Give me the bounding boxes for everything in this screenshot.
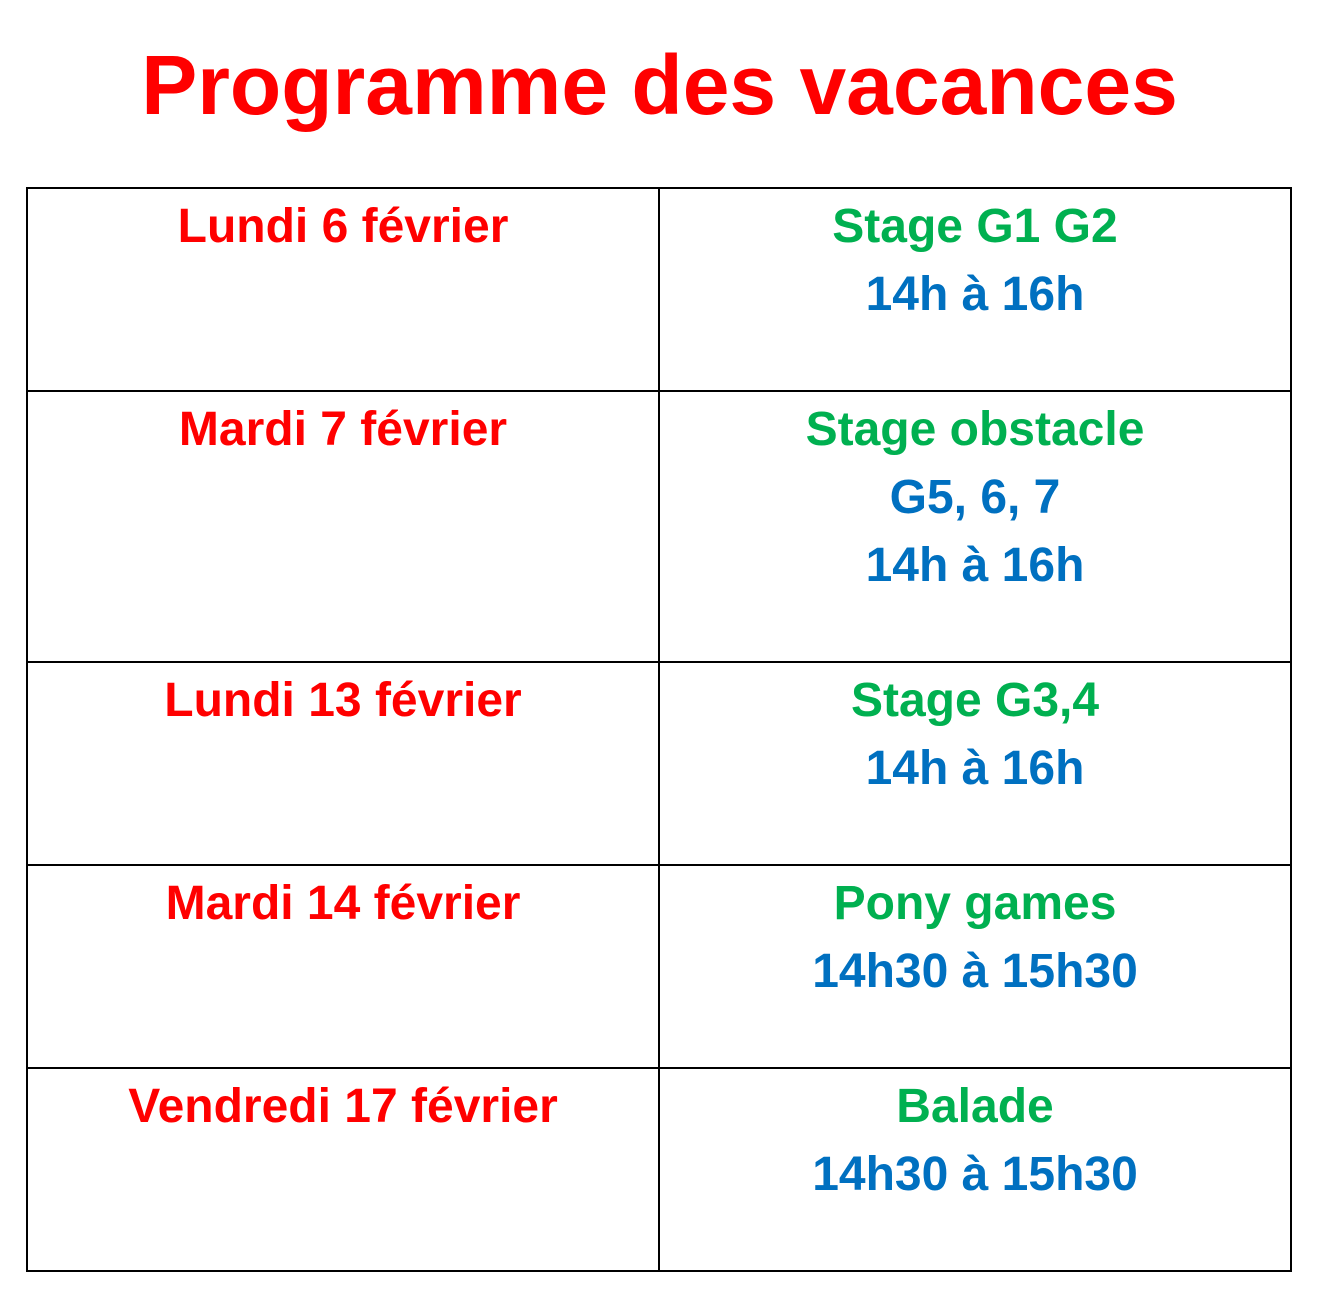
table-row (27, 865, 1291, 1068)
day-label: Lundi 13 février (164, 674, 522, 727)
schedule-table (26, 187, 1292, 1272)
table-row (27, 1068, 1291, 1271)
table-row (27, 662, 1291, 865)
day-label: Mardi 14 février (165, 877, 521, 930)
activity-time: 14h30 à 15h30 (812, 1148, 1138, 1201)
activity-name: Balade (896, 1080, 1054, 1133)
activity-name: Stage G1 G2 (832, 200, 1118, 253)
activity-time: 14h30 à 15h30 (812, 945, 1138, 998)
activity-cell (659, 188, 1291, 391)
activity-cell (659, 865, 1291, 1068)
activity-cell (659, 391, 1291, 662)
activity-cell (659, 1068, 1291, 1271)
activity-name: Stage obstacle (805, 403, 1145, 456)
activity-time: 14h à 16h (865, 742, 1085, 795)
table-row (27, 391, 1291, 662)
day-cell (27, 188, 659, 391)
page-title: Programme des vacances (141, 38, 1178, 132)
day-cell (27, 391, 659, 662)
day-cell (27, 865, 659, 1068)
day-label: Mardi 7 février (178, 403, 508, 456)
day-cell (27, 1068, 659, 1271)
activity-name: Stage G3,4 (850, 674, 1100, 727)
activity-time: 14h à 16h (865, 539, 1085, 592)
activity-time: 14h à 16h (865, 268, 1085, 321)
day-cell (27, 662, 659, 865)
day-label: Lundi 6 février (177, 200, 509, 253)
activity-cell (659, 662, 1291, 865)
activity-name: Pony games (833, 877, 1117, 930)
day-label: Vendredi 17 février (128, 1080, 558, 1133)
activity-groups: G5, 6, 7 (889, 471, 1061, 524)
table-row (27, 188, 1291, 391)
